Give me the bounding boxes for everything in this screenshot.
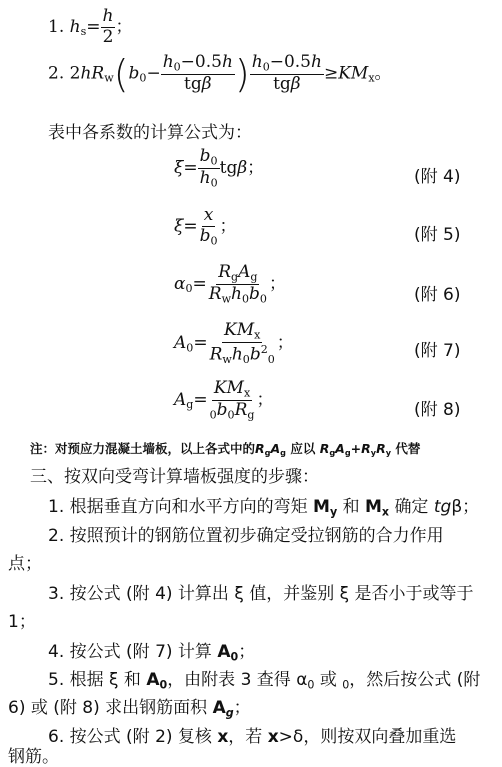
tag-8: (附 8)	[414, 400, 461, 420]
note-mid: 应以	[290, 441, 316, 456]
step-2-line-2: 点；	[8, 554, 42, 574]
step-3-line-2: 1；	[8, 612, 36, 632]
formula-8: $A_g=$ $\frac{KM_x}{_0b_0R_g}$ ；	[174, 378, 274, 422]
tag-7: (附 7)	[414, 341, 461, 361]
note-text: 注：对预应力混凝土墙板，以上各式中的	[30, 441, 256, 456]
step-4: 4. 按公式 (附 7) 计算 $A_0$；	[48, 642, 256, 664]
condition-2-km: KM	[338, 63, 369, 84]
intro-text: 表中各系数的计算公式为：	[48, 123, 252, 143]
step-5-line-1: 5. 根据 ξ 和 $A_0$，由附表 3 查得 $\alpha_0$ 或 $_0$，然后按公式 (附	[48, 670, 481, 692]
step-2-line-1: 2. 按照预计的钢筋位置初步确定受拉钢筋的合力作用	[48, 526, 444, 546]
condition-2-end: 。	[374, 63, 392, 84]
step-6-line-1: 6. 按公式 (附 2) 复核 x，若 x>δ，则按双向叠加重选	[48, 727, 457, 747]
step-5-text-d: ，然后按公式 (附	[349, 670, 481, 690]
condition-1-end: ；	[115, 16, 133, 37]
note-end: 代替	[395, 441, 421, 456]
step-3-line-1: 3. 按公式 (附 4) 计算出 ξ 值，并鉴别 ξ 是否小于或等于	[48, 584, 474, 604]
step-5-text-a: 5. 根据 ξ 和	[48, 670, 141, 690]
formula-7: $A_0=$ $\frac{KM_x}{R_wh_0b^2_0}$ ；	[174, 320, 294, 366]
step-5-text-b: ，由附表 3 查得 α	[167, 670, 308, 690]
step-5-text-c: 或	[314, 670, 343, 690]
tag-4: (附 4)	[414, 167, 461, 187]
formula-4: ξ= $\frac{b_0}{h_0}$ tgβ；	[174, 146, 265, 190]
condition-2-label: 2.	[48, 63, 65, 84]
step-5-line-2: 6) 或 (附 8) 求出钢筋面积 $A_g$；	[8, 698, 251, 720]
tag-5: (附 5)	[414, 225, 461, 245]
step-1: 1. 根据垂直方向和水平方向的弯矩 $M_y$ 和 $M_x$ 确定 tgβ；	[48, 497, 480, 519]
tag-6: (附 6)	[414, 285, 461, 305]
step-1-text: 1. 根据垂直方向和水平方向的弯矩	[48, 497, 308, 517]
step-6-text-a: 6. 按公式 (附 2) 复核	[48, 727, 212, 747]
formula-6: $\alpha_0=$ $\frac{R_gA_g}{R_wh_0b_0}$ ；	[174, 262, 286, 306]
condition-2-geq: ≥	[323, 63, 339, 84]
condition-2-ksub: x	[368, 71, 375, 85]
condition-1: 1. $h_s=$ $\frac{h}{2}$ ；	[48, 6, 133, 47]
step-1-and: 和	[342, 497, 360, 517]
step-4-text: 4. 按公式 (附 7) 计算	[48, 642, 212, 662]
step-6-text-c: ，则按双向叠加重选	[303, 727, 457, 747]
note: 注：对预应力混凝土墙板，以上各式中的$R_gA_g$ 应以 $R_gA_g+R_yR_y$ 代替	[30, 441, 421, 458]
condition-1-label: 1.	[48, 16, 65, 37]
step-1-determine: 确定	[394, 497, 429, 517]
condition-2: 2. $2hR_w(b_0-$ $\frac{h_0-0.5h}{\text{tgβ}}$ ) $\frac{h_0-0.5h}{\text{tgβ}}$ $\ge KM_x$。	[48, 51, 392, 96]
section-title: 三、按双向受弯计算墙板强度的步骤：	[30, 467, 319, 487]
formula-5: ξ= $\frac{x}{b_0}$ ；	[174, 205, 237, 248]
step-6-line-2: 钢筋。	[8, 747, 59, 767]
step-5-text-e: 6) 或 (附 8) 求出钢筋面积	[8, 698, 208, 718]
step-6-text-b: ，若	[228, 727, 263, 747]
